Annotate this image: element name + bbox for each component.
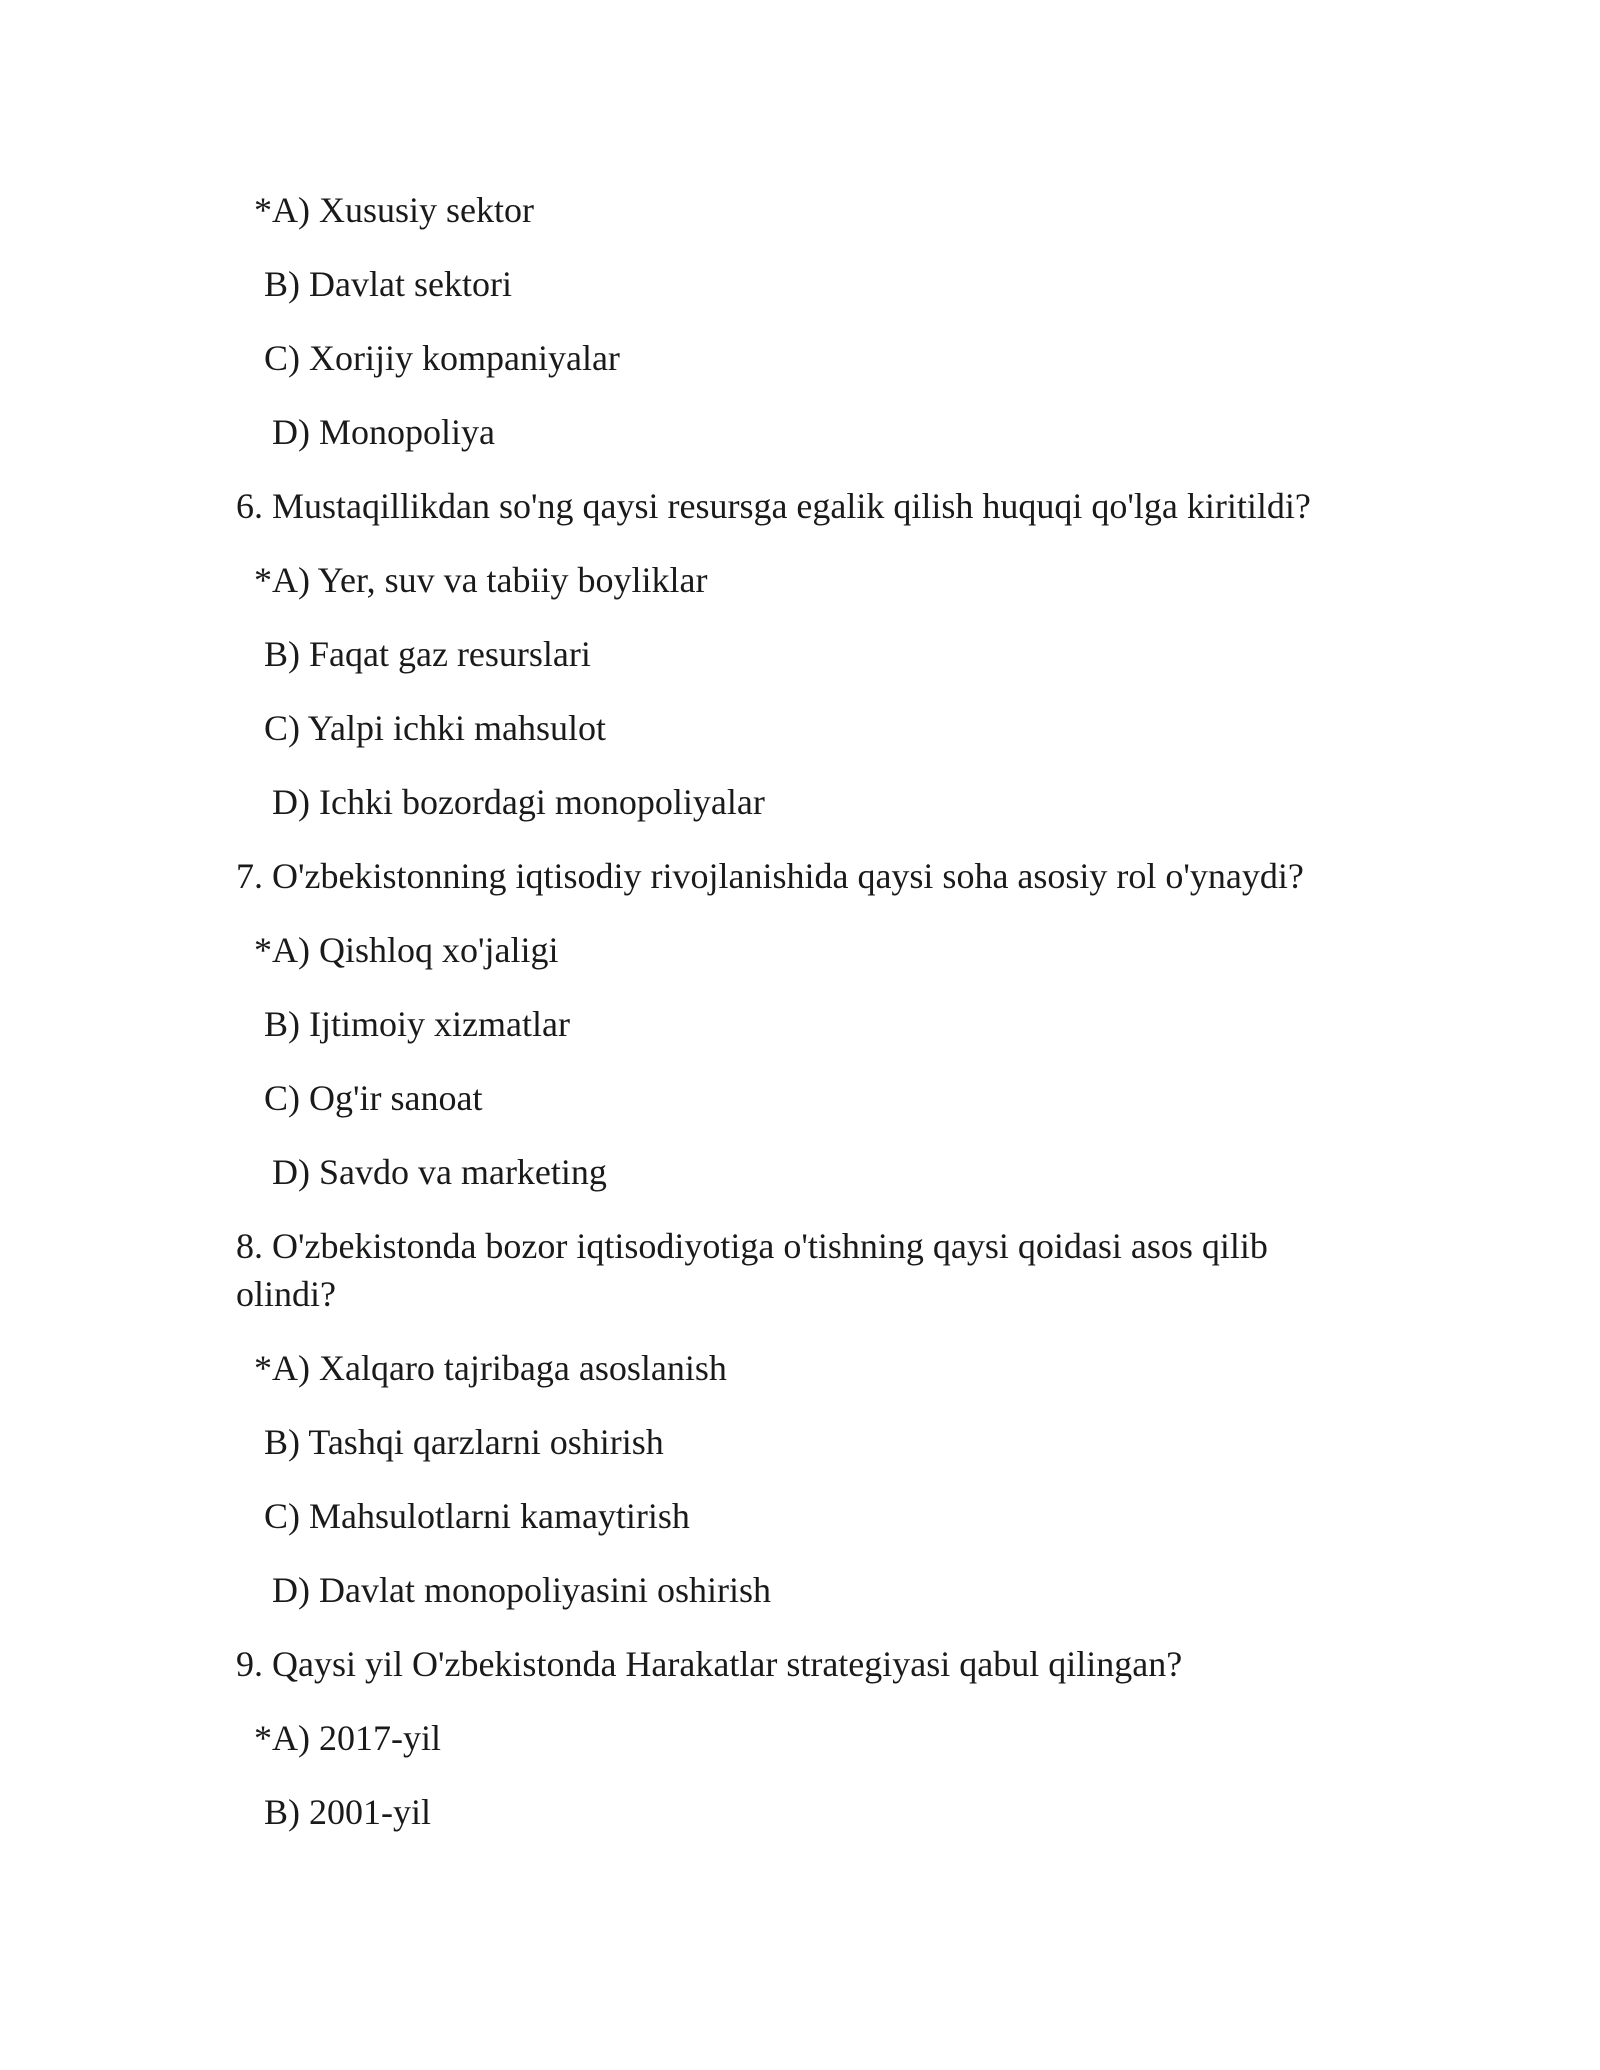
answer-option: B) Tashqi qarzlarni oshirish [264, 1422, 664, 1462]
answer-option: *A) Xususiy sektor [254, 190, 534, 230]
question-text: 6. Mustaqillikdan so'ng qaysi resursga egalik qilish huquqi qo'lga kiritildi? [236, 486, 1311, 526]
answer-option: D) Savdo va marketing [272, 1152, 607, 1192]
answer-option: C) Xorijiy kompaniyalar [264, 338, 620, 378]
answer-option: C) Yalpi ichki mahsulot [264, 708, 607, 748]
question-text: 8. O'zbekistonda bozor iqtisodiyotiga o'tishning qaysi qoidasi asos qilib olindi? [236, 1226, 1268, 1314]
answer-option: *A) 2017-yil [254, 1718, 441, 1758]
answer-option: C) Og'ir sanoat [264, 1078, 483, 1118]
answer-option: B) Davlat sektori [264, 264, 512, 304]
answer-option: D) Monopoliya [272, 412, 495, 452]
answer-option: D) Davlat monopoliyasini oshirish [272, 1570, 771, 1610]
answer-option: *A) Yer, suv va tabiiy boyliklar [254, 560, 708, 600]
answer-option: D) Ichki bozordagi monopoliyalar [272, 782, 765, 822]
answer-option: *A) Xalqaro tajribaga asoslanish [254, 1348, 727, 1388]
question-text: 7. O'zbekistonning iqtisodiy rivojlanishida qaysi soha asosiy rol o'ynaydi? [236, 856, 1304, 896]
answer-option: B) 2001-yil [264, 1792, 431, 1832]
answer-option: B) Faqat gaz resurslari [264, 634, 591, 674]
answer-option: C) Mahsulotlarni kamaytirish [264, 1496, 690, 1536]
question-text: 9. Qaysi yil O'zbekistonda Harakatlar strategiyasi qabul qilingan? [236, 1644, 1183, 1684]
answer-option: B) Ijtimoiy xizmatlar [264, 1004, 570, 1044]
answer-option: *A) Qishloq xo'jaligi [254, 930, 559, 970]
